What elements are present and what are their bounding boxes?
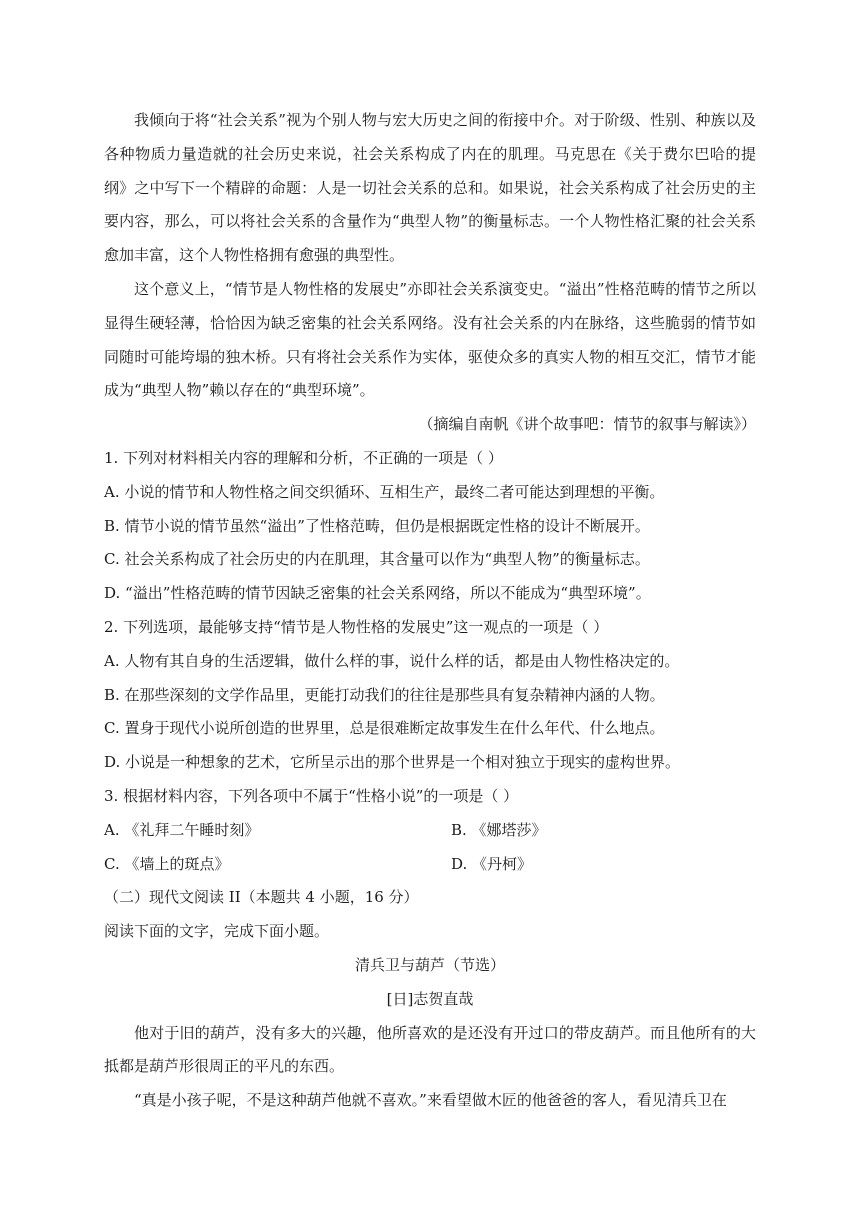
- passage-source: （摘编自南帆《讲个故事吧：情节的叙事与解读》）: [418, 415, 756, 434]
- option-b: B. 在那些深刻的文学作品里，更能打动我们的往往是那些具有复杂精神内涵的人物。: [104, 685, 665, 704]
- story-title: 清兵卫与葫芦（节选）: [354, 955, 505, 974]
- option-d: D. 《丹柯》: [451, 854, 533, 873]
- passage-paragraph-2: 这个意义上，“情节是人物性格的发展史”亦即社会关系演变史。“溢出”性格范畴的情节之所以显得生硬轻薄，恰恰因为缺乏密集的社会关系网络。没有社会关系的内在脉络，这些脆弱的情节如同随时可能垮塌的独木桥。只有将社会关系作为实体，驱使众多的真实人物的相互交汇，情节才能成为“典型人物”赖以存在的“典型环境”。: [104, 279, 756, 400]
- option-b: B. 情节小说的情节虽然“溢出”了性格范畴，但仍是根据既定性格的设计不断展开。: [104, 516, 650, 535]
- question-1: [104, 442, 756, 611]
- section-instruction: 阅读下面的文字，完成下面小题。: [104, 922, 330, 941]
- question-2: [104, 611, 756, 780]
- option-a: A. 人物有其自身的生活逻辑，做什么样的事，说什么样的话，都是由人物性格决定的。: [104, 651, 680, 670]
- document-page: [104, 104, 756, 1118]
- story-author: [日]志贺直哉: [386, 989, 474, 1008]
- question-stem: 3. 根据材料内容，下列各项中不属于“性格小说”的一项是（ ）: [104, 786, 519, 805]
- option-a: A. 小说的情节和人物性格之间交织循环、互相生产，最终二者可能达到理想的平衡。: [104, 482, 665, 501]
- question-stem: 1. 下列对材料相关内容的理解和分析，不正确的一项是（ ）: [104, 448, 503, 467]
- question-stem: 2. 下列选项，最能够支持“情节是人物性格的发展史”这一观点的一项是（ ）: [104, 617, 609, 636]
- story-paragraph-1: 他对于旧的葫芦，没有多大的兴趣，他所喜欢的是还没有开过口的带皮葫芦。而且他所有的大抵都是葫芦形很周正的平凡的东西。: [104, 1023, 756, 1076]
- option-c: C. 《墙上的斑点》: [104, 854, 230, 873]
- option-c: C. 置身于现代小说所创造的世界里，总是很难断定故事发生在什么年代、什么地点。: [104, 719, 665, 738]
- option-b: B. 《娜塔莎》: [451, 820, 547, 839]
- story-paragraph-2: “真是小孩子呢，不是这种葫芦他就不喜欢。”来看望做木匠的他爸爸的客人，看见清兵卫在: [134, 1091, 727, 1110]
- options-row-2: [104, 848, 756, 882]
- option-c: C. 社会关系构成了社会历史的内在肌理，其含量可以作为“典型人物”的衡量标志。: [104, 550, 650, 569]
- option-d: D. “溢出”性格范畴的情节因缺乏密集的社会关系网络，所以不能成为“典型环境”。: [104, 584, 651, 603]
- options-row-1: [104, 814, 756, 848]
- question-3: [104, 780, 756, 881]
- passage-paragraph-1: 我倾向于将“社会关系”视为个别人物与宏大历史之间的衔接中介。对于阶级、性别、种族以及各种物质力量造就的社会历史来说，社会关系构成了内在的肌理。马克思在《关于费尔巴哈的提纲》之中写下一个精辟的命题：人是一切社会关系的总和。如果说，社会关系构成了社会历史的主要内容，那么，可以将社会关系的含量作为“典型人物”的衡量标志。一个人物性格汇聚的社会关系愈加丰富，这个人物性格拥有愈强的典型性。: [104, 111, 756, 265]
- option-d: D. 小说是一种想象的艺术，它所呈示出的那个世界是一个相对独立于现实的虚构世界。: [104, 753, 681, 772]
- section-heading: （二）现代文阅读 II（本题共 4 小题，16 分）: [104, 888, 419, 907]
- option-a: A. 《礼拜二午睡时刻》: [104, 820, 260, 839]
